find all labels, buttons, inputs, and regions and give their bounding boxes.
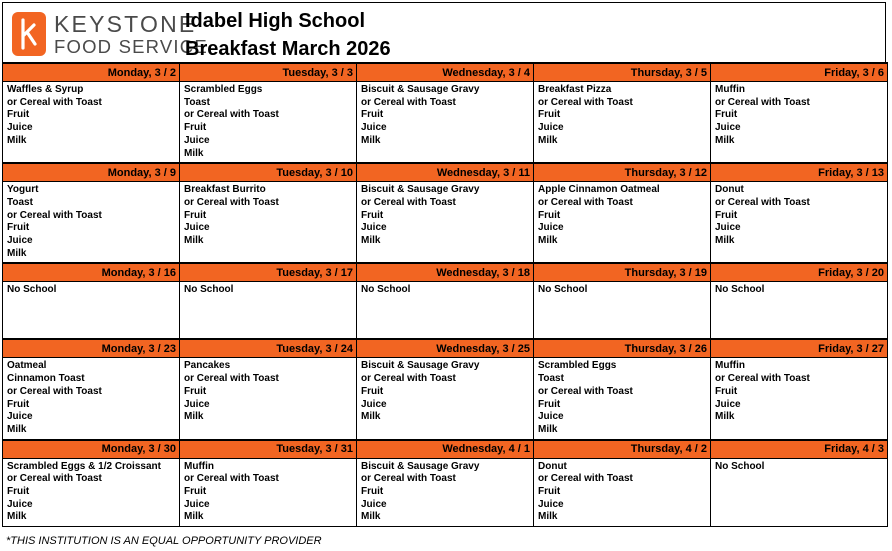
menu-item: No School	[7, 284, 57, 296]
menu-item: Milk	[7, 247, 27, 259]
menu-item: Fruit	[538, 398, 561, 410]
menu-item: No School	[715, 284, 765, 296]
keystone-k-icon	[12, 12, 46, 56]
menu-item: or Cereal with Toast	[361, 96, 456, 108]
menu-header	[2, 2, 886, 62]
menu-item: Juice	[184, 134, 210, 146]
week-date-row	[3, 63, 888, 82]
menu-item: Juice	[184, 222, 210, 234]
day-menu-cell	[180, 82, 357, 164]
menu-item: Milk	[184, 511, 204, 523]
day-date-header: Thursday, 3 / 19	[534, 263, 711, 282]
week-menu-row	[3, 358, 888, 440]
day-date-header: Friday, 3 / 6	[711, 63, 888, 82]
menu-item: Fruit	[7, 222, 30, 234]
menu-item: Milk	[361, 134, 381, 146]
day-date-header: Wednesday, 3 / 18	[357, 263, 534, 282]
menu-item: Biscuit & Sausage Gravy	[361, 84, 480, 95]
menu-item: Juice	[538, 122, 564, 134]
menu-item: Fruit	[538, 109, 561, 121]
day-menu-cell	[534, 358, 711, 440]
menu-item: Juice	[361, 398, 387, 410]
menu-item: No School	[715, 460, 765, 472]
day-date-header: Tuesday, 3 / 31	[180, 440, 357, 459]
week-menu-row	[3, 182, 888, 264]
menu-item: Fruit	[361, 385, 384, 397]
day-menu-cell	[711, 458, 888, 527]
menu-item: Biscuit & Sausage Gravy	[361, 184, 480, 196]
menu-item: Milk	[538, 423, 558, 435]
menu-item: Scrambled Eggs & 1/2 Croissant	[7, 460, 161, 472]
menu-item: Juice	[184, 498, 210, 510]
day-date-header: Monday, 3 / 30	[3, 440, 180, 459]
menu-item: or Cereal with Toast	[7, 96, 102, 108]
menu-item: Juice	[538, 411, 564, 423]
menu-item: No School	[538, 284, 588, 296]
week-menu-row	[3, 458, 888, 527]
day-date-header: Tuesday, 3 / 3	[180, 63, 357, 82]
school-title: Idabel High School	[185, 10, 366, 32]
menu-item: Waffles & Syrup	[7, 84, 84, 95]
menu-item: or Cereal with Toast	[7, 209, 102, 221]
menu-item: Juice	[361, 222, 387, 234]
menu-title: Breakfast March 2026	[185, 38, 391, 60]
day-menu-cell	[180, 182, 357, 264]
week-date-row	[3, 263, 888, 282]
menu-item: Milk	[715, 235, 735, 247]
menu-item: Milk	[715, 411, 735, 423]
menu-item: Milk	[184, 147, 204, 159]
day-date-header: Tuesday, 3 / 24	[180, 339, 357, 358]
menu-item: Breakfast Pizza	[538, 84, 612, 95]
day-menu-cell	[711, 182, 888, 264]
menu-item: Toast	[184, 96, 210, 108]
day-date-header: Monday, 3 / 9	[3, 163, 180, 182]
menu-item: Apple Cinnamon Oatmeal	[538, 184, 660, 196]
day-menu-cell	[711, 358, 888, 440]
menu-item: Fruit	[538, 486, 561, 498]
menu-item: Muffin	[715, 84, 745, 95]
menu-item: Fruit	[184, 209, 207, 221]
week-date-row	[3, 339, 888, 358]
day-menu-cell	[3, 282, 180, 340]
day-date-header: Friday, 3 / 20	[711, 263, 888, 282]
menu-item: Fruit	[7, 109, 30, 121]
menu-item: Fruit	[184, 385, 207, 397]
day-date-header: Monday, 3 / 16	[3, 263, 180, 282]
day-menu-cell	[534, 182, 711, 264]
day-date-header: Thursday, 4 / 2	[534, 440, 711, 459]
menu-item: Scrambled Eggs	[184, 84, 263, 95]
menu-item: Toast	[538, 373, 564, 385]
day-date-header: Friday, 4 / 3	[711, 440, 888, 459]
week-date-row	[3, 163, 888, 182]
menu-item: Milk	[538, 511, 558, 523]
menu-item: or Cereal with Toast	[715, 196, 810, 208]
day-date-header: Friday, 3 / 27	[711, 339, 888, 358]
menu-item: Juice	[7, 122, 33, 134]
menu-item: Juice	[7, 235, 33, 247]
day-menu-cell	[534, 282, 711, 340]
day-date-header: Tuesday, 3 / 17	[180, 263, 357, 282]
menu-item: Fruit	[184, 122, 207, 134]
menu-item: Donut	[538, 460, 567, 472]
menu-item: Juice	[715, 222, 741, 234]
menu-item: Milk	[538, 235, 558, 247]
menu-item: or Cereal with Toast	[538, 473, 633, 485]
menu-item: Muffin	[715, 360, 745, 372]
menu-item: Biscuit & Sausage Gravy	[361, 360, 480, 372]
day-menu-cell	[3, 458, 180, 527]
menu-item: Juice	[538, 222, 564, 234]
menu-item: Fruit	[361, 109, 384, 121]
menu-item: Toast	[7, 196, 33, 208]
menu-item: Cinnamon Toast	[7, 373, 85, 385]
menu-item: No School	[184, 284, 234, 296]
week-menu-row	[3, 82, 888, 164]
menu-item: Oatmeal	[7, 360, 47, 372]
menu-item: Milk	[184, 411, 204, 423]
menu-item: Fruit	[715, 109, 738, 121]
day-menu-cell	[357, 458, 534, 527]
menu-item: Juice	[184, 398, 210, 410]
day-date-header: Wednesday, 3 / 4	[357, 63, 534, 82]
week-date-row	[3, 440, 888, 459]
menu-item: Juice	[361, 498, 387, 510]
menu-item: Donut	[715, 184, 744, 196]
menu-item: or Cereal with Toast	[361, 473, 456, 485]
day-date-header: Friday, 3 / 13	[711, 163, 888, 182]
day-menu-cell	[3, 182, 180, 264]
day-date-header: Thursday, 3 / 5	[534, 63, 711, 82]
day-menu-cell	[711, 282, 888, 340]
day-date-header: Wednesday, 3 / 25	[357, 339, 534, 358]
day-menu-cell	[357, 282, 534, 340]
menu-item: Milk	[7, 423, 27, 435]
menu-item: or Cereal with Toast	[184, 373, 279, 385]
day-date-header: Wednesday, 3 / 11	[357, 163, 534, 182]
menu-item: Milk	[361, 511, 381, 523]
menu-item: Fruit	[7, 486, 30, 498]
week-menu-row	[3, 282, 888, 340]
menu-item: Milk	[715, 134, 735, 146]
equal-opportunity-notice: *THIS INSTITUTION IS AN EQUAL OPPORTUNITY PROVIDER	[6, 535, 322, 547]
menu-item: Milk	[7, 134, 27, 146]
menu-item: or Cereal with Toast	[538, 96, 633, 108]
menu-item: or Cereal with Toast	[715, 373, 810, 385]
menu-item: Juice	[715, 122, 741, 134]
day-menu-cell	[534, 82, 711, 164]
day-menu-cell	[3, 82, 180, 164]
menu-item: Fruit	[715, 209, 738, 221]
keystone-logo	[12, 9, 208, 57]
menu-item: or Cereal with Toast	[538, 196, 633, 208]
menu-item: Juice	[361, 122, 387, 134]
day-menu-cell	[357, 358, 534, 440]
menu-item: Pancakes	[184, 360, 231, 372]
menu-item: Yogurt	[7, 184, 39, 196]
menu-item: Biscuit & Sausage Gravy	[361, 460, 480, 472]
day-menu-cell	[180, 358, 357, 440]
menu-item: Juice	[538, 498, 564, 510]
day-menu-cell	[357, 82, 534, 164]
menu-item: Fruit	[538, 209, 561, 221]
menu-item: or Cereal with Toast	[361, 196, 456, 208]
menu-item: Juice	[715, 398, 741, 410]
day-date-header: Tuesday, 3 / 10	[180, 163, 357, 182]
menu-item: or Cereal with Toast	[184, 109, 279, 121]
menu-item: Fruit	[7, 398, 30, 410]
day-date-header: Thursday, 3 / 26	[534, 339, 711, 358]
menu-item: or Cereal with Toast	[184, 196, 279, 208]
day-date-header: Monday, 3 / 23	[3, 339, 180, 358]
menu-item: No School	[361, 284, 411, 296]
day-date-header: Thursday, 3 / 12	[534, 163, 711, 182]
menu-item: Scrambled Eggs	[538, 360, 617, 372]
menu-item: or Cereal with Toast	[7, 473, 102, 485]
day-menu-cell	[357, 182, 534, 264]
day-date-header: Wednesday, 4 / 1	[357, 440, 534, 459]
logo-text-keystone: KEYSTONE	[54, 11, 197, 37]
menu-item: Milk	[184, 235, 204, 247]
menu-calendar	[2, 62, 888, 527]
menu-item: Milk	[7, 511, 27, 523]
menu-item: Breakfast Burrito	[184, 184, 266, 196]
day-menu-cell	[3, 358, 180, 440]
logo-text-food-service: FOOD SERVICE	[54, 36, 208, 57]
menu-item: Fruit	[361, 209, 384, 221]
menu-item: Milk	[361, 411, 381, 423]
day-menu-cell	[180, 282, 357, 340]
menu-item: Muffin	[184, 460, 214, 472]
menu-item: Juice	[7, 498, 33, 510]
menu-item: Milk	[361, 235, 381, 247]
menu-item: Milk	[538, 134, 558, 146]
menu-item: or Cereal with Toast	[361, 373, 456, 385]
menu-item: or Cereal with Toast	[7, 385, 102, 397]
day-menu-cell	[711, 82, 888, 164]
day-date-header: Monday, 3 / 2	[3, 63, 180, 82]
menu-item: Fruit	[184, 486, 207, 498]
menu-item: Fruit	[715, 385, 738, 397]
menu-item: Juice	[7, 411, 33, 423]
day-menu-cell	[534, 458, 711, 527]
menu-item: or Cereal with Toast	[538, 385, 633, 397]
menu-item: or Cereal with Toast	[184, 473, 279, 485]
menu-item: or Cereal with Toast	[715, 96, 810, 108]
menu-item: Fruit	[361, 486, 384, 498]
day-menu-cell	[180, 458, 357, 527]
